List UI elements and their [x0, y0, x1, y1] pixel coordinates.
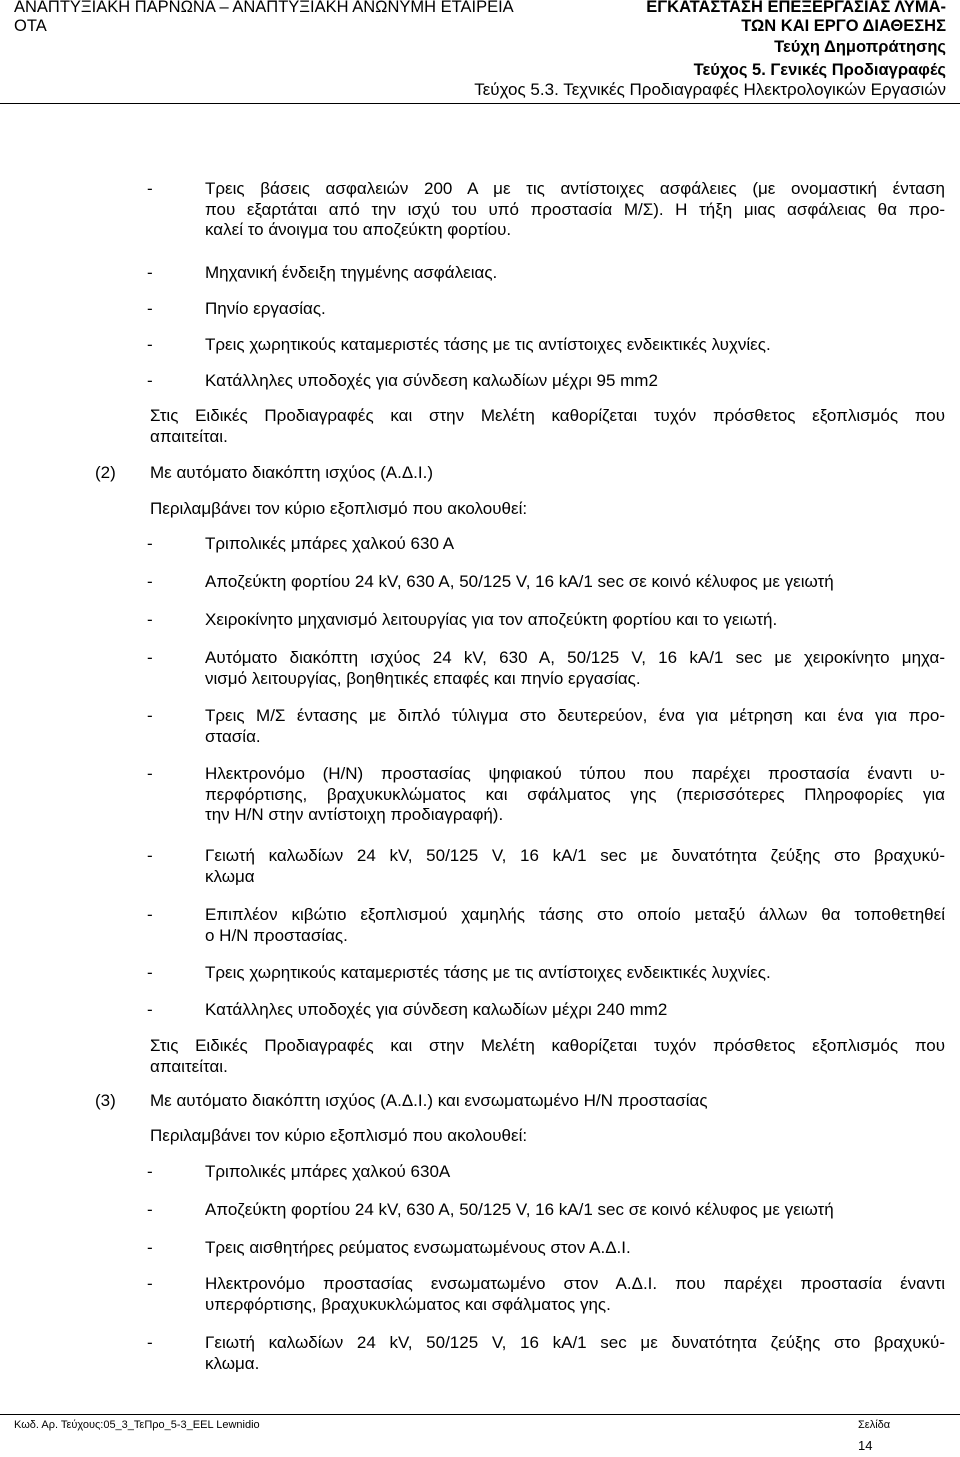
item-line: Γειωτή καλωδίων 24 kV, 50/125 V, 16 kA/1 sec με δυνατότητα ζεύξης στο βραχυκύ- [205, 1333, 945, 1352]
para-line: Στις Ειδικές Προδιαγραφές και στην Μελέτη καθορίζεται τυχόν πρόσθετος εξοπλισμός που [150, 1036, 945, 1055]
footer-document-code: Κωδ. Αρ. Τεύχους:05_3_ΤεΠρο_5-3_EEL Lewnidio [14, 1419, 260, 1431]
bullet-dash: - [147, 572, 153, 591]
bullet-dash: - [147, 610, 153, 629]
bullet-dash: - [147, 846, 153, 865]
footer-divider [0, 1414, 960, 1415]
bullet-dash: - [147, 905, 153, 924]
para-line: απαιτείται. [150, 426, 228, 446]
header-right-line2: ΤΩΝ ΚΑΙ ΕΡΓΟ ΔΙΑΘΕΣΗΣ [741, 17, 946, 35]
list-item: Πηνίο εργασίας. [205, 299, 326, 318]
header-right-line1: ΕΓΚΑΤΑΣΤΑΣΗ ΕΠΕΞΕΡΓΑΣΙΑΣ ΛΥΜΑ- [646, 0, 946, 16]
header-right-line4: Τεύχος 5. Γενικές Προδιαγραφές [693, 61, 946, 79]
bullet-dash: - [147, 1333, 153, 1352]
item-line: υπερφόρτισης, βραχυκυκλώματος και σφάλματος γης. [205, 1294, 611, 1314]
item-line: ο Η/Ν προστασίας. [205, 925, 348, 945]
list-item: Αποζεύκτη φορτίου 24 kV, 630 A, 50/125 V, 16 kA/1 sec σε κοινό κέλυφος με γειωτή [205, 1200, 834, 1219]
item-line: κλωμα. [205, 1353, 260, 1373]
list-item [205, 648, 945, 689]
para-line: απαιτείται. [150, 1056, 228, 1076]
list-item: Κατάλληλες υποδοχές για σύνδεση καλωδίων μέχρι 95 mm2 [205, 371, 658, 390]
list-item [205, 1333, 945, 1374]
section-number: (3) [95, 1091, 116, 1110]
item-line: καλεί το άνοιγμα του αποζεύκτη φορτίου. [205, 220, 512, 239]
item-line: Αυτόματο διακόπτη ισχύος 24 kV, 630 A, 50/125 V, 16 kA/1 sec με χειροκίνητο μηχα- [205, 648, 945, 667]
list-item: Τρεις χωρητικούς καταμεριστές τάσης με τις αντίστοιχες ενδεικτικές λυχνίες. [205, 963, 771, 982]
item-line: Τρεις Μ/Σ έντασης με διπλό τύλιγμα στο δευτερεύον, ένα για μέτρηση και ένα για προ- [205, 706, 945, 725]
note-paragraph [150, 406, 945, 447]
bullet-dash: - [147, 1274, 153, 1293]
list-item [205, 706, 945, 747]
item-line: περφόρτισης, βραχυκυκλώματος και σφάλματος γης (περισσότερες Πληροφορίες για [205, 784, 945, 804]
item-line: Επιπλέον κιβώτιο εξοπλισμού χαμηλής τάσης στο οποίο μεταξύ άλλων θα τοποθετηθεί [205, 905, 945, 924]
note-paragraph [150, 1036, 945, 1077]
section-number: (2) [95, 463, 116, 482]
list-item [205, 905, 945, 946]
header-right-line3: Τεύχη Δημοπράτησης [774, 38, 946, 56]
item-line: που εξαρτάται από την ισχύ του υπό προστασία Μ/Σ). Η τήξη μιας ασφάλειας θα προ- [205, 199, 945, 219]
list-item [205, 846, 945, 887]
para-line: Στις Ειδικές Προδιαγραφές και στην Μελέτη καθορίζεται τυχόν πρόσθετος εξοπλισμός που [150, 406, 945, 425]
list-item: Μηχανική ένδειξη τηγμένης ασφάλειας. [205, 263, 498, 282]
list-item [205, 179, 945, 241]
item-line: στασία. [205, 726, 261, 746]
footer-page-number: 14 [858, 1438, 873, 1453]
item-line: κλωμα [205, 866, 255, 886]
header-left-line2: ΟΤΑ [14, 17, 47, 35]
section-title: Με αυτόματο διακόπτη ισχύος (Α.Δ.Ι.) και ενσωματωμένο Η/Ν προστασίας [150, 1091, 708, 1110]
bullet-dash: - [147, 963, 153, 982]
item-line: Ηλεκτρονόμο (Η/Ν) προστασίας ψηφιακού τύπου που παρέχει προστασία έναντι υ- [205, 764, 945, 783]
item-line: την Η/Ν στην αντίστοιχη προδιαγραφή). [205, 805, 504, 824]
bullet-dash: - [147, 706, 153, 725]
list-item [205, 764, 945, 826]
list-item: Κατάλληλες υποδοχές για σύνδεση καλωδίων μέχρι 240 mm2 [205, 1000, 668, 1019]
header-left-line1: ΑΝΑΠΤΥΞΙΑΚΗ ΠΑΡΝΩΝΑ – ΑΝΑΠΤΥΞΙΑΚΗ ΑΝΩΝΥΜΗ ΕΤΑΙΡΕΙΑ [14, 0, 514, 16]
item-line: Τρεις βάσεις ασφαλειών 200 Α με τις αντίστοιχες ασφάλειες (με ονομαστική ένταση [205, 179, 945, 198]
section-intro: Περιλαμβάνει τον κύριο εξοπλισμό που ακολουθεί: [150, 499, 528, 518]
item-line: Γειωτή καλωδίων 24 kV, 50/125 V, 16 kA/1 sec με δυνατότητα ζεύξης στο βραχυκύ- [205, 846, 945, 865]
bullet-dash: - [147, 263, 153, 282]
bullet-dash: - [147, 1238, 153, 1257]
bullet-dash: - [147, 335, 153, 354]
footer-page-label: Σελίδα [858, 1419, 891, 1431]
header-divider [0, 103, 960, 104]
list-item: Τριπολικές μπάρες χαλκού 630Α [205, 1162, 451, 1181]
bullet-dash: - [147, 1200, 153, 1219]
bullet-dash: - [147, 1162, 153, 1181]
bullet-dash: - [147, 648, 153, 667]
list-item: Τριπολικές μπάρες χαλκού 630 Α [205, 534, 455, 553]
item-line: Ηλεκτρονόμο προστασίας ενσωματωμένο στον Α.Δ.Ι. που παρέχει προστασία έναντι [205, 1274, 945, 1293]
list-item: Χειροκίνητο μηχανισμό λειτουργίας για τον αποζεύκτη φορτίου και το γειωτή. [205, 610, 778, 629]
bullet-dash: - [147, 179, 153, 198]
bullet-dash: - [147, 764, 153, 783]
list-item: Τρεις αισθητήρες ρεύματος ενσωματωμένους στον Α.Δ.Ι. [205, 1238, 631, 1257]
bullet-dash: - [147, 371, 153, 390]
list-item: Αποζεύκτη φορτίου 24 kV, 630 A, 50/125 V, 16 kA/1 sec σε κοινό κέλυφος με γειωτή [205, 572, 834, 591]
document-subtitle: Τεύχος 5.3. Τεχνικές Προδιαγραφές Ηλεκτρολογικών Εργασιών [474, 80, 946, 99]
list-item [205, 1274, 945, 1315]
bullet-dash: - [147, 534, 153, 553]
section-intro: Περιλαμβάνει τον κύριο εξοπλισμό που ακολουθεί: [150, 1126, 528, 1145]
bullet-dash: - [147, 299, 153, 318]
bullet-dash: - [147, 1000, 153, 1019]
section-title: Με αυτόματο διακόπτη ισχύος (Α.Δ.Ι.) [150, 463, 433, 482]
item-line: νισμό λειτουργίας, βοηθητικές επαφές και πηνίο εργασίας. [205, 668, 641, 688]
list-item: Τρεις χωρητικούς καταμεριστές τάσης με τις αντίστοιχες ενδεικτικές λυχνίες. [205, 335, 771, 354]
